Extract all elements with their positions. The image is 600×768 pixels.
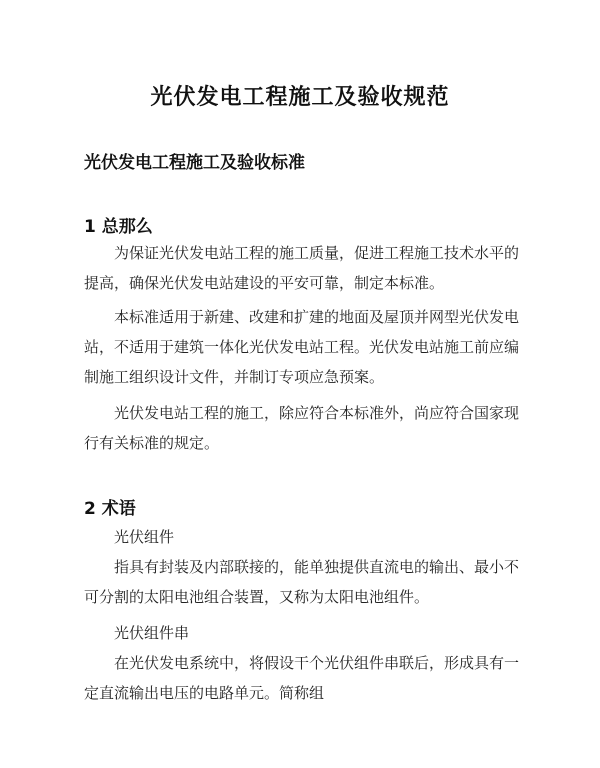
paragraph-scope: 本标准适用于新建、改建和扩建的地面及屋顶并网型光伏发电站，不适用于建筑一体化光伏发电站工程。光伏发电站施工前应编制施工组织设计文件，并制订专项应急预案。 <box>84 308 520 386</box>
definition-pv-string: 在光伏发电系统中，将假设干个光伏组件串联后，形成具有一定直流输出电压的电路单元。简称组 <box>84 654 520 702</box>
section-heading-general: 1 总那么 <box>84 217 153 237</box>
term-pv-module: 光伏组件 <box>114 528 175 546</box>
document-subtitle: 光伏发电工程施工及验收标准 <box>84 153 305 173</box>
definition-pv-module: 指具有封装及内部联接的，能单独提供直流电的输出、最小不可分割的太阳电池组合装置，又称为太阳电池组件。 <box>84 558 520 606</box>
paragraph-purpose: 为保证光伏发电站工程的施工质量，促进工程施工技术水平的提高，确保光伏发电站建设的平安可靠，制定本标准。 <box>84 244 520 292</box>
term-pv-string: 光伏组件串 <box>114 624 190 642</box>
section-heading-terms: 2 术语 <box>84 499 136 519</box>
paragraph-compliance: 光伏发电站工程的施工，除应符合本标准外，尚应符合国家现行有关标准的规定。 <box>84 404 520 452</box>
page-title: 光伏发电工程施工及验收规范 <box>150 85 450 110</box>
